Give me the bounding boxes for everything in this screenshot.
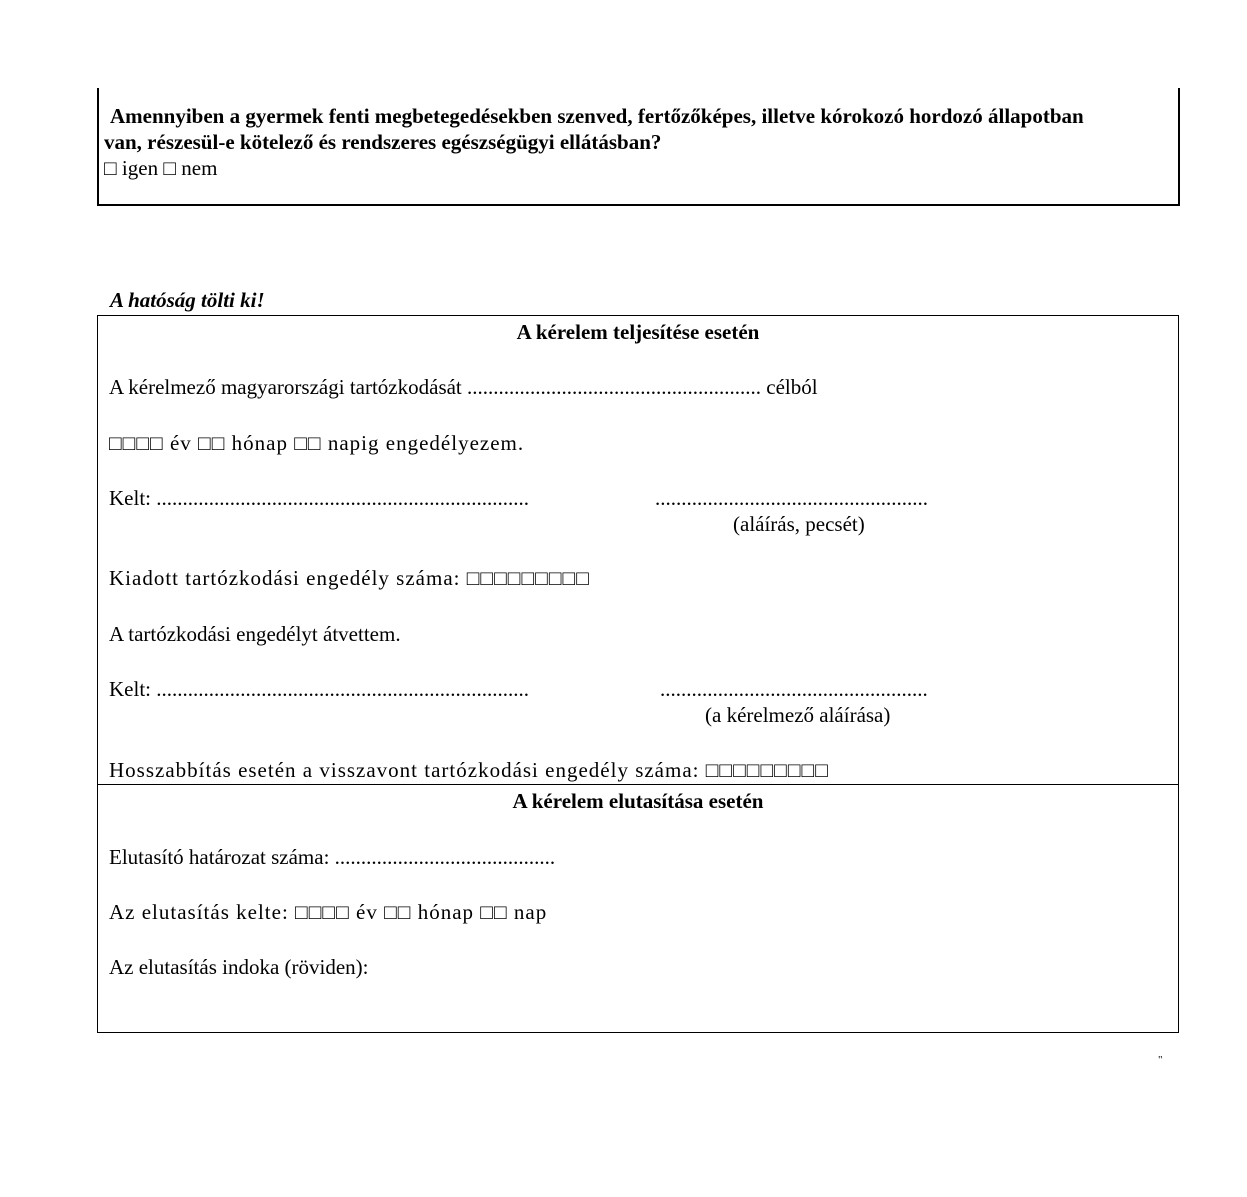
validity-date-line[interactable]: □□□□ év □□ hónap □□ napig engedélyezem. <box>109 431 525 455</box>
extension-permit-number[interactable]: Hosszabbítás esetén a visszavont tartózkodási engedély száma: □□□□□□□□□ <box>109 758 829 782</box>
table-divider <box>97 784 1179 785</box>
kelt-field-2[interactable]: Kelt: ....................................................................... <box>109 677 529 701</box>
rejection-heading: A kérelem elutasítása esetén <box>512 789 764 813</box>
signature-line-1[interactable]: .................................................... <box>655 486 928 510</box>
purpose-line[interactable]: A kérelmező magyarországi tartózkodását ........................................................ célból <box>109 375 818 399</box>
signature-label-2: (a kérelmező aláírása) <box>705 703 891 727</box>
authority-table <box>97 315 1179 1033</box>
rejection-date[interactable]: Az elutasítás kelte: □□□□ év □□ hónap □□ nap <box>109 900 548 924</box>
signature-line-2[interactable]: ................................................... <box>660 677 928 701</box>
permit-number[interactable]: Kiadott tartózkodási engedély száma: □□□□□□□□□ <box>109 566 590 590</box>
authority-note: A hatóság tölti ki! <box>110 288 265 312</box>
rejection-reason[interactable]: Az elutasítás indoka (röviden): <box>109 955 369 979</box>
yes-no-options[interactable]: □ igen □ nem <box>104 156 218 180</box>
question-line-2: van, részesül-e kötelező és rendszeres egészségügyi ellátásban? <box>104 130 662 154</box>
received-statement: A tartózkodási engedélyt átvettem. <box>109 622 401 646</box>
footnote-mark: " <box>1158 1054 1163 1066</box>
question-line-1: Amennyiben a gyermek fenti megbetegedésekben szenved, fertőzőképes, illetve kórokozó hordozó állapotban <box>110 104 1084 128</box>
signature-label-1: (aláírás, pecsét) <box>733 512 865 536</box>
rejection-decision-number[interactable]: Elutasító határozat száma: .......................................... <box>109 845 556 869</box>
approval-heading: A kérelem teljesítése esetén <box>516 320 760 344</box>
kelt-field-1[interactable]: Kelt: ....................................................................... <box>109 486 529 510</box>
